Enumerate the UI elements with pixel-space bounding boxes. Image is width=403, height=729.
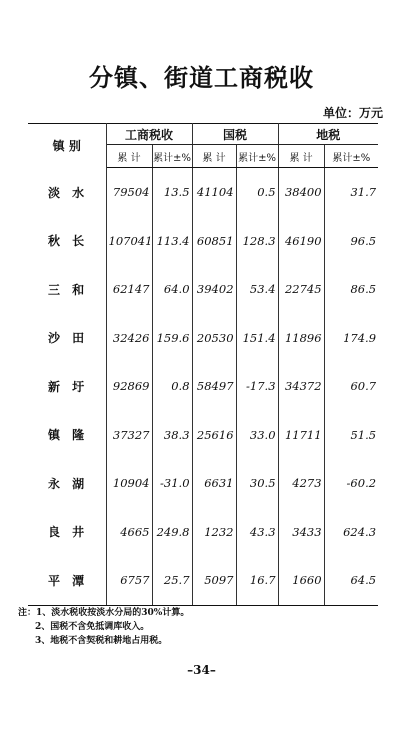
value-cell: 6757 [106,556,152,605]
unit-label: 单位：万元 [322,106,383,120]
town-cell: 永 湖 [28,459,106,508]
value-cell: 151.4 [236,314,278,363]
value-cell: 4665 [106,508,152,557]
town-column-header: 镇 别 [28,124,106,168]
value-cell: 3433 [278,508,324,557]
town-cell: 良 井 [28,508,106,557]
value-cell: 6631 [192,459,236,508]
town-cell: 三 和 [28,265,106,314]
tax-table [28,123,378,606]
value-cell: 1232 [192,508,236,557]
table-row [28,556,378,605]
value-cell: 53.4 [236,265,278,314]
town-cell: 淡 水 [28,168,106,217]
value-cell: 0.8 [152,362,192,411]
value-cell: 249.8 [152,508,192,557]
value-cell: -60.2 [346,476,377,491]
town-cell: 镇 隆 [28,411,106,460]
value-cell: 60851 [192,217,236,266]
value-cell: 64.5 [324,556,378,605]
sub-header: 累 计 [192,145,236,168]
table-row [28,508,378,557]
value-cell: 38.3 [152,411,192,460]
footnote [18,634,189,648]
footnote-text: 2、国税不含免抵调库收入。 [35,622,150,632]
sub-header: 累计±% [152,145,192,168]
footnote [18,620,189,634]
town-cell: 沙 田 [28,314,106,363]
footnote [18,606,189,620]
value-cell: 86.5 [350,282,377,297]
value-cell: 25.7 [152,556,192,605]
page-title: 分镇、街道工商税收 [89,64,314,92]
value-cell: 58497 [192,362,236,411]
value-cell: 39402 [192,265,236,314]
value-cell: 41104 [192,168,236,217]
value-cell: 174.9 [343,330,377,345]
sub-header: 累 计 [278,145,324,168]
value-cell: 43.3 [236,508,278,557]
value-cell: 128.3 [236,217,278,266]
footnotes [18,606,189,648]
value-cell: 5097 [192,556,236,605]
value-cell: 62147 [106,265,152,314]
value-cell: 34372 [278,362,324,411]
footnote-text: 1、淡水税收按淡水分局的30%计算。 [36,608,190,618]
value-cell: 51.5 [350,427,377,442]
value-cell: 37327 [106,411,152,460]
value-cell: 30.5 [236,459,278,508]
value-cell: 96.5 [350,233,377,248]
value-cell: 64.0 [152,265,192,314]
value-cell: 20530 [192,314,236,363]
value-cell: 60.7 [350,379,377,394]
value-cell: 13.5 [152,168,192,217]
table-row [28,411,378,460]
value-cell: 113.4 [152,217,192,266]
table-row [28,459,378,508]
value-cell: 16.7 [236,556,278,605]
value-cell: 25616 [192,411,236,460]
value-cell: 32426 [106,314,152,363]
value-cell: 624.3 [343,524,377,539]
table-row [28,168,378,217]
value-cell: 46190 [278,217,324,266]
page-number: –34– [187,663,216,677]
value-cell: 92869 [106,362,152,411]
value-cell: 159.6 [152,314,192,363]
value-cell: -17.3 [236,362,278,411]
table-row [28,314,378,363]
footnote-prefix: 注： [18,608,37,618]
sub-header: 累计±% [236,145,278,168]
value-cell: 11896 [278,314,324,363]
value-cell: -31.0 [152,459,192,508]
value-cell: 10904 [106,459,152,508]
value-cell: 33.0 [236,411,278,460]
value-cell: 107041 [106,217,152,266]
town-cell: 秋 长 [28,217,106,266]
value-cell: 38400 [278,168,324,217]
group-header: 国税 [192,124,278,145]
group-header: 工商税收 [106,124,192,145]
value-cell: 1660 [278,556,324,605]
sub-header: 累 计 [106,145,152,168]
value-cell: 79504 [106,168,152,217]
table-row [28,265,378,314]
value-cell: 11711 [278,411,324,460]
group-header: 地税 [278,124,378,145]
value-cell: 0.5 [236,168,278,217]
table-row [28,362,378,411]
value-cell: 22745 [278,265,324,314]
town-cell: 平 潭 [28,556,106,605]
town-cell: 新 圩 [28,362,106,411]
value-cell: 4273 [278,459,324,508]
table-row [28,217,378,266]
sub-header: 累计±% [324,145,378,168]
footnote-text: 3、地税不含契税和耕地占用税。 [35,636,168,646]
value-cell: 31.7 [350,185,377,200]
